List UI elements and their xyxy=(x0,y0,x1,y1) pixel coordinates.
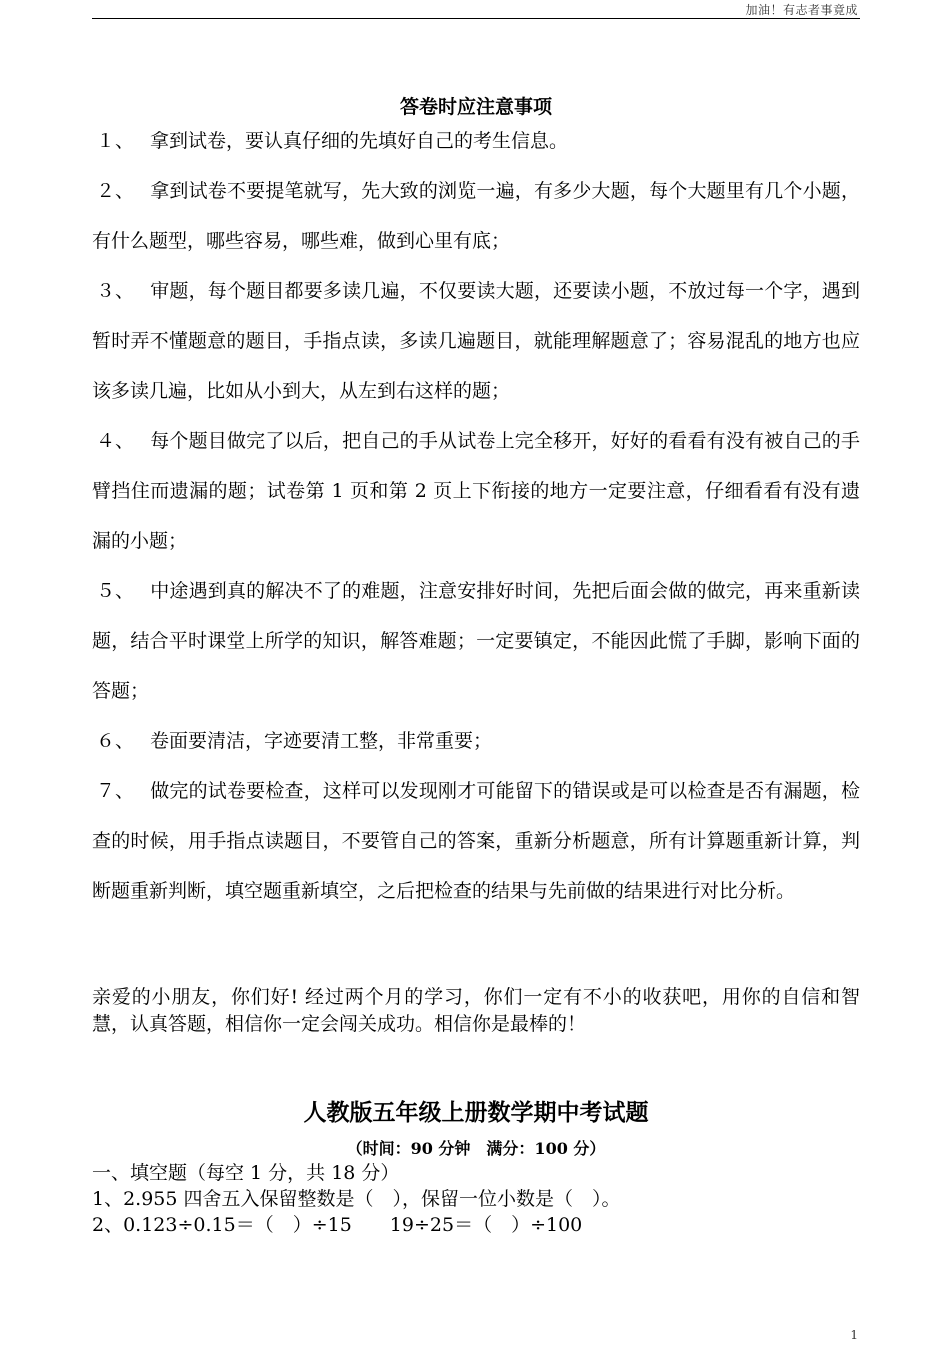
notice-list xyxy=(92,116,860,916)
notice-item-number: １、 xyxy=(96,130,135,152)
notice-item-number: ２、 xyxy=(96,180,135,202)
header-motto: 加油！有志者事竟成 xyxy=(745,3,858,17)
notice-item-text: 中途遇到真的解决不了的难题，注意安排好时间，先把后面会做的做完，再来重新读题，结合平时课堂上所学的知识，解答难题；一定要镇定，不能因此慌了手脚，影响下面的答题； xyxy=(92,580,860,702)
question-item: 2、0.123÷0.15＝（ ）÷15 19÷25＝（ ）÷100 xyxy=(92,1214,583,1236)
section-heading: 一、填空题（每空 1 分，共 18 分） xyxy=(92,1162,400,1184)
exam-subtitle: （时间：90 分钟 满分：100 分） xyxy=(346,1139,606,1158)
notice-item-text: 拿到试卷不要提笔就写，先大致的浏览一遍，有多少大题，每个大题里有几个小题，有什么题型，哪些容易，哪些难，做到心里有底； xyxy=(92,180,860,252)
notice-item xyxy=(92,116,860,166)
question-item: 1、2.955 四舍五入保留整数是（ ），保留一位小数是（ ）。 xyxy=(92,1188,621,1210)
notice-item-number: ４、 xyxy=(96,430,135,452)
notice-item-text: 卷面要清洁，字迹要清工整，非常重要； xyxy=(150,730,493,752)
notice-item xyxy=(92,166,860,266)
notice-item xyxy=(92,266,860,416)
exam-title: 人教版五年级上册数学期中考试题 xyxy=(303,1099,649,1126)
notice-item-text: 每个题目做完了以后，把自己的手从试卷上完全移开，好好的看看有没有被自己的手臂挡住而遗漏的题；试卷第 1 页和第 2 页上下衔接的地方一定要注意，仔细看看有没有遗漏的小题； xyxy=(92,430,860,552)
notice-item-number: ３、 xyxy=(96,280,135,302)
notice-item xyxy=(92,766,860,916)
notice-item-text: 做完的试卷要检查，这样可以发现刚才可能留下的错误或是可以检查是否有漏题，检查的时候，用手指点读题目，不要管自己的答案，重新分析题意，所有计算题重新计算，判断题重新判断，填空题重新填空，之后把检查的结果与先前做的结果进行对比分析。 xyxy=(92,780,860,902)
notice-item-number: ６、 xyxy=(96,730,135,752)
notice-item xyxy=(92,416,860,566)
notice-item-number: ７、 xyxy=(96,780,135,802)
notice-title: 答卷时应注意事项 xyxy=(399,96,552,118)
notice-item-text: 拿到试卷，要认真仔细的先填好自己的考生信息。 xyxy=(150,130,569,152)
notice-item-number: ５、 xyxy=(96,580,135,602)
notice-item xyxy=(92,566,860,716)
notice-item xyxy=(92,716,860,766)
header-rule xyxy=(92,18,860,19)
page-number: 1 xyxy=(850,1328,858,1342)
exam-body xyxy=(92,1160,860,1238)
greeting-paragraph: 亲爱的小朋友，你们好! 经过两个月的学习，你们一定有不小的收获吧，用你的自信和智慧，认真答题，相信你一定会闯关成功。相信你是最棒的！ xyxy=(92,986,860,1035)
notice-item-text: 审题，每个题目都要多读几遍，不仅要读大题，还要读小题，不放过每一个字，遇到暂时弄不懂题意的题目，手指点读，多读几遍题目，就能理解题意了；容易混乱的地方也应该多读几遍，比如从小到大，从左到右这样的题； xyxy=(92,280,860,402)
